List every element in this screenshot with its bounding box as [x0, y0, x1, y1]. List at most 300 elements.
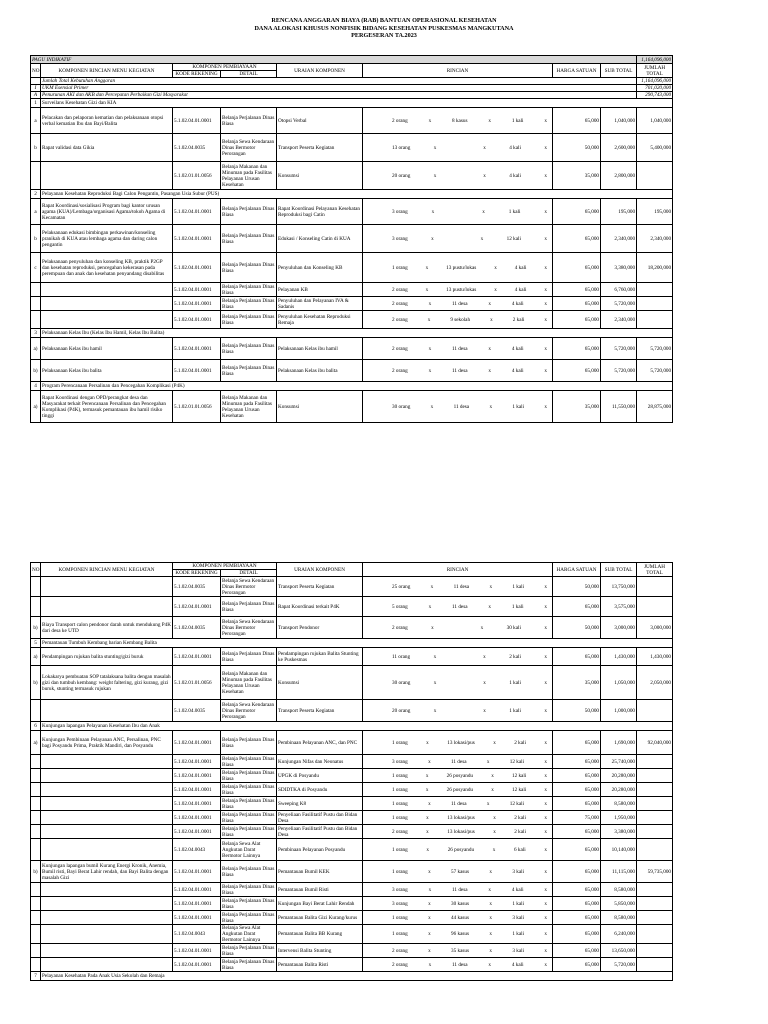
item-number [31, 958, 41, 972]
item-detail: Belanja Sewa Alat Angkutan Darat Bermotor Lainnya [221, 925, 277, 944]
item-harga-satuan: 50,000 [553, 700, 601, 722]
table-row [31, 311, 673, 329]
title-line-1: RENCANA ANGGARAN BIAYA (RAB) BANTUAN OPERASIONAL KESEHATAN [271, 17, 497, 24]
rincian-frequency: 4 kali [511, 367, 524, 374]
rincian-frequency: 4 kali [511, 300, 524, 307]
item-kode-rekening: 5.1.02.04.01.0001 [173, 825, 221, 839]
pagu-value: 1,164,096,000 [637, 56, 673, 64]
item-rincian [363, 783, 553, 797]
rincian-volume-2: 30 kasus [451, 900, 470, 907]
multiply-sign: x [430, 403, 434, 410]
multiply-sign: x [489, 914, 492, 921]
table-row [31, 597, 673, 617]
item-sub-total: 6,760,000 [601, 283, 637, 297]
item-jumlah-total [637, 755, 673, 769]
rincian-volume-1: 1 orang [392, 772, 408, 779]
item-komponen: Kunjungan lapangan bumil Kurang Energi Kronik, Anemia, Bumil risti, Bayi Berat Lahir rendah, dan Bayi Balita dengan masalah Gizi [41, 861, 173, 883]
item-number: b) [31, 666, 41, 700]
rab-table-page-2 [30, 562, 673, 981]
multiply-sign: x [488, 603, 491, 610]
table-row [31, 911, 673, 925]
item-harga-satuan: 65,000 [553, 861, 601, 883]
item-number: b) [31, 861, 41, 883]
item-harga-satuan: 65,000 [553, 283, 601, 297]
rincian-volume-1: 1 orang [392, 846, 408, 853]
rincian-values [364, 962, 551, 968]
item-jumlah-total [637, 839, 673, 861]
rincian-frequency: 3 kali [512, 868, 525, 875]
item-harga-satuan: 35,000 [553, 666, 601, 700]
section-title: Pelayanan Kesehatan Pada Anak Usia Sekolah dan Remaja [41, 972, 673, 981]
item-number: a) [31, 731, 41, 755]
multiply-sign: x [483, 653, 486, 660]
rincian-volume-1: 3 orang [392, 886, 408, 893]
item-detail: Belanja Perjalanan Dinas Biasa [221, 911, 277, 925]
multiply-sign: x [425, 264, 429, 271]
rincian-frequency: 4 kali [514, 264, 527, 271]
item-uraian: UPGK di Posyandu [277, 769, 363, 783]
table-row [31, 648, 673, 666]
item-uraian: Penyuluhan dan Konseling KB [277, 253, 363, 283]
header-no: NO [31, 563, 41, 577]
item-harga-satuan: 65,000 [553, 925, 601, 944]
multiply-sign: x [544, 800, 547, 807]
item-number: a) [31, 391, 41, 423]
rincian-frequency: 1 kali [511, 603, 524, 610]
item-kode-rekening: 5.1.02.04.01.0001 [173, 883, 221, 897]
item-harga-satuan: 65,000 [553, 108, 601, 134]
rincian-frequency: 12 kali [509, 800, 525, 807]
item-sub-total: 11,115,000 [601, 861, 637, 883]
multiply-sign: x [488, 886, 491, 893]
item-jumlah-total [637, 162, 673, 190]
table-row [31, 958, 673, 972]
multiply-sign: x [431, 208, 435, 215]
table-row [31, 883, 673, 897]
table-row [31, 108, 673, 134]
header-harga: HARGA SATUAN [553, 563, 601, 577]
multiply-sign: x [544, 235, 547, 242]
item-sub-total: 1,000,000 [601, 700, 637, 722]
item-rincian [363, 911, 553, 925]
item-kode-rekening: 5.1.02.04.01.0001 [173, 199, 221, 225]
rincian-frequency: 2 kali [514, 814, 526, 821]
row-label: Jumlah Total Kebutuhan Anggaran [41, 78, 637, 85]
item-detail: Belanja Sewa Kendaraan Dinas Bermotor Perorangan [221, 134, 277, 162]
rincian-volume-1: 1 orang [392, 814, 408, 821]
rincian-volume-1: 20 orang [392, 707, 411, 714]
multiply-sign: x [491, 772, 494, 779]
item-sub-total: 6,240,000 [601, 925, 637, 944]
rincian-volume-1: 1 orang [392, 914, 408, 921]
header-subtotal: SUB TOTAL [601, 563, 637, 577]
item-detail: Belanja Perjalanan Dinas Biasa [221, 199, 277, 225]
multiply-sign: x [426, 739, 429, 746]
item-jumlah-total [637, 797, 673, 811]
item-harga-satuan: 65,000 [553, 783, 601, 797]
multiply-sign: x [544, 814, 547, 821]
table-row [31, 944, 673, 958]
section-title: Pelaksanaan Kelas Ibu (Kelas Ibu Hamil, Kelas Ibu Balita) [41, 329, 673, 338]
rincian-frequency: 4 kali [511, 961, 524, 968]
rincian-values [364, 404, 551, 410]
row-number: I [31, 85, 41, 92]
rincian-frequency: 12 kali [511, 772, 527, 779]
item-number [31, 839, 41, 861]
item-harga-satuan: 65,000 [553, 897, 601, 911]
item-harga-satuan: 65,000 [553, 360, 601, 382]
multiply-sign: x [544, 772, 547, 779]
multiply-sign: x [428, 931, 431, 937]
item-sub-total: 1,690,000 [601, 731, 637, 755]
item-kode-rekening: 5.1.02.04.0035 [173, 617, 221, 639]
item-jumlah-total [637, 944, 673, 958]
multiply-sign: x [425, 286, 429, 293]
table-row [31, 861, 673, 883]
multiply-sign: x [428, 603, 432, 610]
table-row [31, 722, 673, 731]
header-harga: HARGA SATUAN [553, 64, 601, 78]
rincian-frequency: 12 kali [511, 786, 527, 793]
multiply-sign: x [428, 961, 432, 968]
multiply-sign: x [480, 235, 484, 242]
header-pembiayaan: KOMPONEN PEMBIAYAAN [173, 64, 277, 71]
item-rincian [363, 134, 553, 162]
rincian-values [364, 869, 551, 875]
item-number [31, 577, 41, 597]
rincian-values [364, 773, 551, 779]
item-detail: Belanja Perjalanan Dinas Biasa [221, 897, 277, 911]
item-komponen: Rapat Koordinasi/sosialisasi Program bagi kantor urusan agama (KUA)/Lembaga/organisasi Agama/tokoh Agama di Kecamatan [41, 199, 173, 225]
multiply-sign: x [544, 583, 547, 590]
item-harga-satuan: 75,000 [553, 811, 601, 825]
rincian-volume-2: 57 kasus [451, 868, 470, 875]
table-row [31, 700, 673, 722]
multiply-sign: x [544, 961, 547, 968]
rincian-values [364, 604, 551, 610]
item-kode-rekening: 5.1.02.04.01.0001 [173, 811, 221, 825]
item-komponen [41, 839, 173, 861]
item-kode-rekening: 5.1.02.04.01.0001 [173, 769, 221, 783]
item-detail: Belanja Perjalanan Dinas Biasa [221, 861, 277, 883]
item-jumlah-total [637, 769, 673, 783]
item-rincian [363, 811, 553, 825]
header-rincian: RINCIAN [363, 563, 553, 577]
item-number [31, 311, 41, 329]
multiply-sign: x [544, 931, 547, 937]
multiply-sign: x [428, 758, 431, 765]
multiply-sign: x [544, 868, 547, 875]
item-jumlah-total [637, 783, 673, 797]
item-detail: Belanja Sewa Kendaraan Dinas Bermotor Perorangan [221, 700, 277, 722]
rincian-volume-2: 11 desa [452, 345, 468, 352]
table-row [31, 925, 673, 944]
multiply-sign: x [491, 786, 494, 793]
rincian-frequency: 3 kali [512, 947, 525, 954]
item-komponen [41, 700, 173, 722]
item-number [31, 897, 41, 911]
rincian-volume-2: 11 desa [451, 758, 467, 765]
rincian-volume-2: 11 desa [453, 583, 470, 590]
item-sub-total: 3,575,000 [601, 597, 637, 617]
rincian-values [364, 801, 551, 807]
rincian-volume-2: 26 posyandu [447, 846, 475, 853]
multiply-sign: x [544, 828, 547, 835]
item-kode-rekening: 5.1.02.04.01.0001 [173, 731, 221, 755]
table-row [31, 92, 673, 99]
item-kode-rekening: 5.1.02.04.01.0001 [173, 108, 221, 134]
table-row [31, 639, 673, 648]
item-number: a) [31, 338, 41, 360]
rincian-volume-1: 3 orang [392, 235, 408, 242]
table-row [31, 897, 673, 911]
multiply-sign: x [428, 886, 432, 893]
item-kode-rekening: 5.1.02.04.01.0001 [173, 797, 221, 811]
item-komponen: Lokakarya pembuatan SOP tatalaksana balita dengan masalah gizi dan tumbuh kembang: weight faltering, gizi kurang, gizi buruk, stunting termasuk rujukan [41, 666, 173, 700]
rincian-frequency: 6 kali [514, 846, 526, 853]
item-uraian: Penyuluhan Kesehatan Reproduksi Remaja [277, 311, 363, 329]
table-row [31, 769, 673, 783]
rincian-values [364, 815, 551, 821]
item-sub-total: 13,650,000 [601, 944, 637, 958]
multiply-sign: x [544, 117, 547, 124]
item-sub-total: 1,950,000 [601, 811, 637, 825]
item-kode-rekening: 5.1.02.04.01.0001 [173, 911, 221, 925]
item-sub-total: 2,340,000 [601, 225, 637, 253]
item-detail: Belanja Makanan dan Minuman pada Fasilitas Pelayanan Urusan Kesehatan [221, 391, 277, 423]
rincian-values [364, 829, 551, 835]
item-sub-total: 5,850,000 [601, 897, 637, 911]
item-komponen: Pelaksanaan penyuluhan dan konseling KB, praktik P2GP dan kesehatan reproduksi, pencegahan kekerasan pada perempuan dan anak dan kesehatan penyandang disabilitas [41, 253, 173, 283]
item-kode-rekening: 5.1.02.04.0043 [173, 925, 221, 944]
rincian-volume-1: 11 orang [392, 653, 411, 660]
item-rincian [363, 108, 553, 134]
page-2 [30, 562, 672, 981]
item-komponen [41, 958, 173, 972]
item-komponen: Pelaksanaan edukasi bimbingan perkawinan/konseling pranikah di KUA atau lembaga agama dan daring calon pengantin [41, 225, 173, 253]
item-kode-rekening: 5.1.02.04.01.0001 [173, 648, 221, 666]
item-komponen [41, 755, 173, 769]
item-uraian: Penyeliaan Fasilitatif Pustu dan Bidan Desa [277, 811, 363, 825]
multiply-sign: x [544, 886, 547, 893]
item-detail: Belanja Makanan dan Minuman pada Fasilitas Pelayanan Urusan Kesehatan [221, 666, 277, 700]
multiply-sign: x [488, 961, 491, 968]
item-harga-satuan: 65,000 [553, 597, 601, 617]
rincian-frequency: 2 kali [514, 739, 526, 746]
multiply-sign: x [493, 828, 496, 835]
table-row [31, 190, 673, 199]
rincian-values [364, 654, 551, 660]
rincian-frequency: 4 kali [511, 886, 524, 893]
rincian-values [364, 145, 551, 151]
rincian-frequency: 4 kali [509, 144, 521, 151]
item-kode-rekening: 5.1.02.04.0035 [173, 700, 221, 722]
item-detail: Belanja Perjalanan Dinas Biasa [221, 108, 277, 134]
item-kode-rekening: 5.1.02.04.01.0001 [173, 360, 221, 382]
multiply-sign: x [431, 235, 434, 242]
item-rincian [363, 861, 553, 883]
multiply-sign: x [493, 814, 496, 821]
item-detail: Belanja Perjalanan Dinas Biasa [221, 731, 277, 755]
item-rincian [363, 897, 553, 911]
item-detail: Belanja Makanan dan Minuman pada Fasilitas Pelayanan Urusan Kesehatan [221, 162, 277, 190]
item-uraian: Pendampingan rujukan Balita Stunting ke Puskesmas [277, 648, 363, 666]
item-jumlah-total [637, 811, 673, 825]
rincian-frequency: 2 kali [509, 653, 521, 660]
item-kode-rekening: 5.1.02.04.0035 [173, 577, 221, 597]
rincian-volume-2: 11 desa [451, 800, 467, 807]
item-uraian: Transport Pendonor [277, 617, 363, 639]
item-number: b [31, 225, 41, 253]
rincian-volume-1: 2 orang [392, 300, 408, 307]
rincian-values [364, 173, 551, 179]
multiply-sign: x [544, 286, 547, 293]
page-1 [30, 55, 672, 423]
table-row [31, 577, 673, 597]
multiply-sign: x [482, 208, 485, 215]
item-sub-total: 1,430,000 [601, 648, 637, 666]
item-harga-satuan: 65,000 [553, 911, 601, 925]
multiply-sign: x [433, 707, 437, 714]
table-row [31, 297, 673, 311]
rincian-volume-1: 20 orang [392, 172, 411, 179]
item-uraian: SDIDTKA di Posyandu [277, 783, 363, 797]
item-sub-total: 11,550,000 [601, 391, 637, 423]
table-row [31, 225, 673, 253]
item-rincian [363, 253, 553, 283]
table-row [31, 391, 673, 423]
item-harga-satuan: 65,000 [553, 311, 601, 329]
item-uraian: Pemantauan Bumil Risti [277, 883, 363, 897]
item-harga-satuan: 65,000 [553, 648, 601, 666]
multiply-sign: x [428, 947, 431, 954]
rincian-volume-1: 2 orang [392, 345, 408, 352]
item-detail: Belanja Perjalanan Dinas Biasa [221, 825, 277, 839]
item-jumlah-total: 92,040,000 [637, 731, 673, 755]
rincian-volume-1: 3 orang [392, 208, 408, 215]
item-jumlah-total: 2,050,000 [637, 666, 673, 700]
rincian-values [364, 740, 551, 746]
item-number [31, 825, 41, 839]
table-row [31, 199, 673, 225]
item-kode-rekening: 5.1.02.04.01.0001 [173, 597, 221, 617]
rincian-volume-1: 25 orang [392, 583, 411, 590]
item-uraian: Konsumsi [277, 391, 363, 423]
rincian-volume-1: 30 orang [392, 403, 411, 410]
item-detail: Belanja Perjalanan Dinas Biasa [221, 283, 277, 297]
item-komponen [41, 297, 173, 311]
item-uraian: Transport Peserta Kegiatan [277, 577, 363, 597]
item-number [31, 700, 41, 722]
rincian-values [364, 708, 551, 714]
multiply-sign: x [425, 772, 429, 779]
item-uraian: Sweeping K8 [277, 797, 363, 811]
item-number: a [31, 108, 41, 134]
header-pembiayaan: KOMPONEN PEMBIAYAAN [173, 563, 277, 570]
item-jumlah-total [637, 577, 673, 597]
table-row [31, 972, 673, 981]
multiply-sign: x [544, 739, 547, 746]
item-sub-total: 13,750,000 [601, 577, 637, 597]
rincian-volume-2: 13 pustu/lokas [446, 286, 477, 293]
table-row [31, 134, 673, 162]
item-uraian: Intervensi Balita Stunting [277, 944, 363, 958]
rincian-frequency: 12 kali [509, 758, 525, 765]
item-rincian [363, 731, 553, 755]
multiply-sign: x [486, 800, 490, 807]
table-row [31, 78, 673, 85]
rincian-volume-2: 26 posyandu [446, 786, 474, 793]
multiply-sign: x [483, 707, 486, 714]
multiply-sign: x [544, 758, 547, 765]
multiply-sign: x [544, 914, 547, 921]
rincian-volume-2: 13 lokasi/pus [447, 739, 475, 746]
multiply-sign: x [427, 316, 431, 323]
item-uraian: Pemantauan Balita BB Kurang [277, 925, 363, 944]
section-title: Surveilans Kesehatan Gizi dan KIA [41, 99, 673, 108]
item-kode-rekening: 5.1.02.04.01.0001 [173, 297, 221, 311]
rincian-volume-1: 30 orang [392, 679, 411, 686]
item-jumlah-total: 18,200,000 [637, 253, 673, 283]
item-detail: Belanja Perjalanan Dinas Biasa [221, 648, 277, 666]
item-kode-rekening: 5.1.02.04.01.0001 [173, 944, 221, 958]
item-number [31, 769, 41, 783]
rincian-volume-1: 2 orang [392, 286, 408, 293]
rincian-volume-2: 9 sekolah [450, 316, 471, 323]
rincian-values [364, 584, 551, 590]
multiply-sign: x [490, 316, 493, 323]
table-body-page-2 [31, 577, 673, 981]
item-rincian [363, 311, 553, 329]
item-harga-satuan: 65,000 [553, 338, 601, 360]
item-jumlah-total [637, 283, 673, 297]
item-jumlah-total [637, 958, 673, 972]
item-detail: Belanja Perjalanan Dinas Biasa [221, 797, 277, 811]
multiply-sign: x [483, 172, 486, 179]
item-detail: Belanja Perjalanan Dinas Biasa [221, 755, 277, 769]
rincian-volume-1: 2 orang [392, 961, 408, 968]
item-rincian [363, 944, 553, 958]
item-jumlah-total [637, 897, 673, 911]
rincian-volume-2: 13 lokasi/pus [447, 814, 475, 821]
rincian-volume-2: 96 kasus [451, 931, 470, 937]
item-detail: Belanja Perjalanan Dinas Biasa [221, 944, 277, 958]
rincian-volume-2: 11 desa [452, 300, 468, 307]
item-sub-total: 5,720,000 [601, 958, 637, 972]
rincian-volume-1: 2 orang [392, 624, 408, 631]
item-jumlah-total: 1,430,000 [637, 648, 673, 666]
item-detail: Belanja Perjalanan Dinas Biasa [221, 958, 277, 972]
rincian-volume-2: 11 desa [452, 603, 468, 610]
item-kode-rekening: 5.1.02.01.01.0056 [173, 162, 221, 190]
item-number [31, 283, 41, 297]
item-rincian [363, 338, 553, 360]
rincian-volume-1: 1 orang [392, 931, 408, 937]
header-kode: KODE REKENING [173, 71, 221, 78]
table-row [31, 162, 673, 190]
item-harga-satuan: 50,000 [553, 617, 601, 639]
item-uraian: Konsumsi [277, 162, 363, 190]
row-total: 290,743,000 [637, 92, 673, 99]
multiply-sign: x [433, 172, 437, 179]
rincian-frequency: 2 kali [514, 828, 526, 835]
multiply-sign: x [489, 947, 492, 954]
header-detail: DETAIL [221, 71, 277, 78]
multiply-sign: x [428, 800, 431, 807]
rincian-frequency: 1 kali [509, 707, 521, 714]
item-detail: Belanja Perjalanan Dinas Biasa [221, 769, 277, 783]
item-detail: Belanja Perjalanan Dinas Biasa [221, 811, 277, 825]
